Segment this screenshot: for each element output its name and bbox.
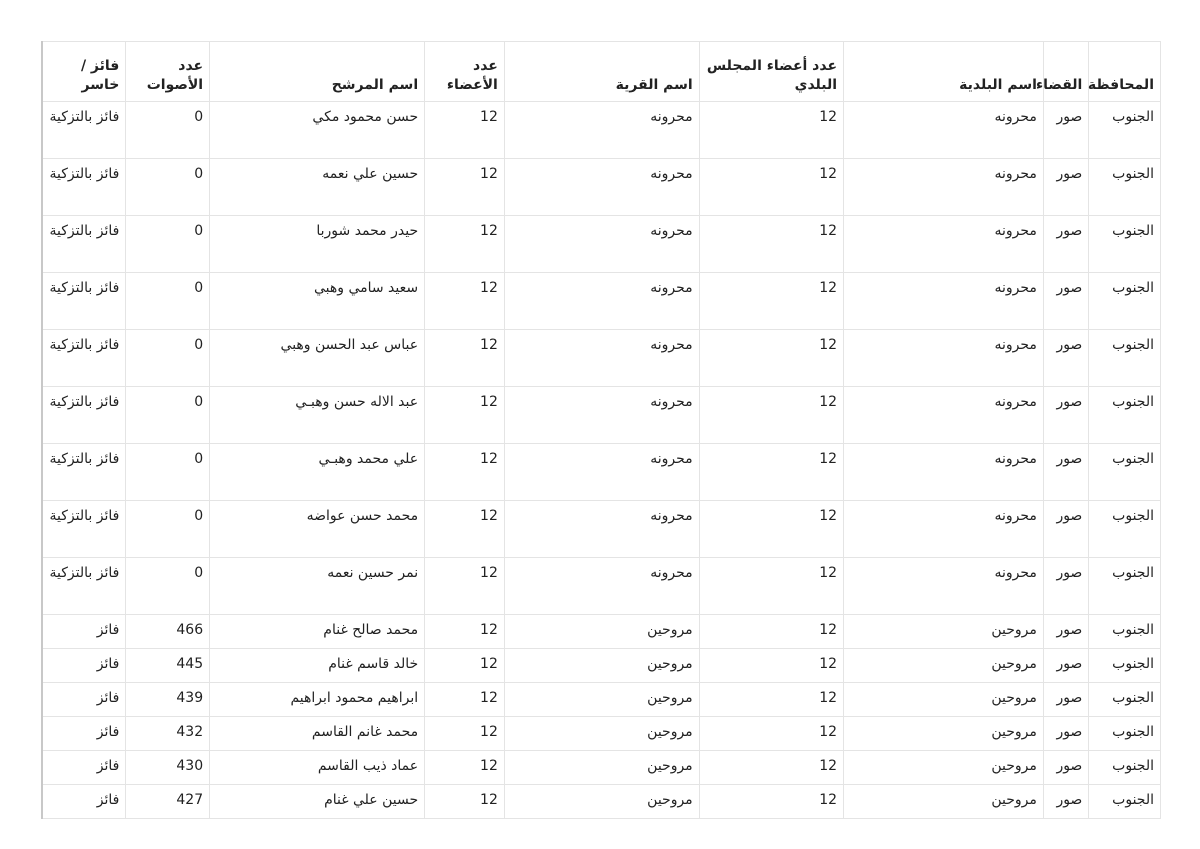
header-members[interactable]: عدد الأعضاء	[425, 42, 505, 102]
cell-district[interactable]: صور	[1043, 785, 1088, 819]
table-row	[42, 387, 1161, 444]
cell-members[interactable]: 12	[425, 444, 505, 501]
cell-members[interactable]: 12	[425, 102, 505, 159]
cell-members[interactable]: 12	[425, 785, 505, 819]
cell-candidate[interactable]: عماد ذيب القاسم	[210, 751, 425, 785]
header-governorate[interactable]: المحافظة	[1089, 42, 1161, 102]
cell-council-members[interactable]: 12	[699, 444, 843, 501]
cell-municipality[interactable]: مروحين	[844, 683, 1044, 717]
cell-result[interactable]: فائز بالتزكية	[42, 501, 126, 558]
cell-candidate[interactable]: محمد حسن عواضه	[210, 501, 425, 558]
cell-governorate[interactable]: الجنوب	[1089, 717, 1161, 751]
cell-district[interactable]: صور	[1043, 159, 1088, 216]
cell-municipality[interactable]: محرونه	[844, 387, 1044, 444]
cell-candidate[interactable]: سعيد سامي وهبي	[210, 273, 425, 330]
cell-members[interactable]: 12	[425, 216, 505, 273]
cell-village[interactable]: مروحين	[504, 785, 699, 819]
cell-village[interactable]: محرونه	[504, 387, 699, 444]
header-candidate[interactable]: اسم المرشح	[210, 42, 425, 102]
cell-village[interactable]: محرونه	[504, 102, 699, 159]
cell-members[interactable]: 12	[425, 273, 505, 330]
cell-governorate[interactable]: الجنوب	[1089, 649, 1161, 683]
cell-votes[interactable]: 445	[126, 649, 210, 683]
cell-village[interactable]: محرونه	[504, 273, 699, 330]
cell-members[interactable]: 12	[425, 717, 505, 751]
cell-council-members[interactable]: 12	[699, 216, 843, 273]
cell-members[interactable]: 12	[425, 751, 505, 785]
cell-members[interactable]: 12	[425, 649, 505, 683]
cell-council-members[interactable]: 12	[699, 717, 843, 751]
table-row	[42, 615, 1161, 649]
table-row	[42, 717, 1161, 751]
cell-result[interactable]: فائز بالتزكية	[42, 444, 126, 501]
header-municipality[interactable]: اسم البلدية	[844, 42, 1044, 102]
cell-village[interactable]: مروحين	[504, 649, 699, 683]
cell-candidate[interactable]: محمد صالح غنام	[210, 615, 425, 649]
cell-council-members[interactable]: 12	[699, 558, 843, 615]
cell-governorate[interactable]: الجنوب	[1089, 501, 1161, 558]
cell-votes[interactable]: 0	[126, 159, 210, 216]
table-row	[42, 216, 1161, 273]
cell-council-members[interactable]: 12	[699, 273, 843, 330]
cell-municipality[interactable]: محرونه	[844, 558, 1044, 615]
cell-result[interactable]: فائز	[42, 683, 126, 717]
table-row	[42, 102, 1161, 159]
cell-result[interactable]: فائز	[42, 751, 126, 785]
table-body	[42, 102, 1161, 819]
cell-district[interactable]: صور	[1043, 683, 1088, 717]
table-row	[42, 683, 1161, 717]
cell-governorate[interactable]: الجنوب	[1089, 387, 1161, 444]
cell-council-members[interactable]: 12	[699, 330, 843, 387]
cell-candidate[interactable]: حسن محمود مكي	[210, 102, 425, 159]
header-council-members[interactable]: عدد أعضاء المجلس البلدي	[699, 42, 843, 102]
cell-village[interactable]: مروحين	[504, 717, 699, 751]
cell-municipality[interactable]: مروحين	[844, 785, 1044, 819]
cell-council-members[interactable]: 12	[699, 159, 843, 216]
cell-district[interactable]: صور	[1043, 717, 1088, 751]
header-village[interactable]: اسم القرية	[504, 42, 699, 102]
table-row	[42, 785, 1161, 819]
cell-votes[interactable]: 432	[126, 717, 210, 751]
cell-council-members[interactable]: 12	[699, 387, 843, 444]
cell-district[interactable]: صور	[1043, 273, 1088, 330]
cell-governorate[interactable]: الجنوب	[1089, 273, 1161, 330]
cell-result[interactable]: فائز بالتزكية	[42, 216, 126, 273]
results-sheet	[41, 41, 1161, 819]
cell-governorate[interactable]: الجنوب	[1089, 330, 1161, 387]
cell-municipality[interactable]: محرونه	[844, 273, 1044, 330]
cell-governorate[interactable]: الجنوب	[1089, 216, 1161, 273]
cell-votes[interactable]: 427	[126, 785, 210, 819]
cell-candidate[interactable]: حيدر محمد شوربا	[210, 216, 425, 273]
cell-governorate[interactable]: الجنوب	[1089, 785, 1161, 819]
cell-municipality[interactable]: محرونه	[844, 330, 1044, 387]
cell-candidate[interactable]: حسين علي نعمه	[210, 159, 425, 216]
cell-result[interactable]: فائز	[42, 615, 126, 649]
cell-village[interactable]: محرونه	[504, 558, 699, 615]
cell-candidate[interactable]: محمد غانم القاسم	[210, 717, 425, 751]
cell-result[interactable]: فائز	[42, 717, 126, 751]
cell-votes[interactable]: 466	[126, 615, 210, 649]
cell-district[interactable]: صور	[1043, 751, 1088, 785]
cell-members[interactable]: 12	[425, 501, 505, 558]
cell-result[interactable]: فائز بالتزكية	[42, 330, 126, 387]
cell-governorate[interactable]: الجنوب	[1089, 102, 1161, 159]
cell-district[interactable]: صور	[1043, 330, 1088, 387]
cell-votes[interactable]: 0	[126, 330, 210, 387]
cell-district[interactable]: صور	[1043, 558, 1088, 615]
cell-result[interactable]: فائز بالتزكية	[42, 558, 126, 615]
cell-members[interactable]: 12	[425, 558, 505, 615]
cell-village[interactable]: محرونه	[504, 330, 699, 387]
cell-result[interactable]: فائز	[42, 649, 126, 683]
cell-result[interactable]: فائز بالتزكية	[42, 387, 126, 444]
cell-village[interactable]: محرونه	[504, 216, 699, 273]
table-row	[42, 273, 1161, 330]
cell-members[interactable]: 12	[425, 159, 505, 216]
cell-village[interactable]: محرونه	[504, 444, 699, 501]
cell-district[interactable]: صور	[1043, 615, 1088, 649]
cell-village[interactable]: مروحين	[504, 683, 699, 717]
cell-district[interactable]: صور	[1043, 649, 1088, 683]
cell-result[interactable]: فائز بالتزكية	[42, 273, 126, 330]
cell-candidate[interactable]: خالد قاسم غنام	[210, 649, 425, 683]
table-row	[42, 444, 1161, 501]
cell-candidate[interactable]: عباس عبد الحسن وهبي	[210, 330, 425, 387]
cell-members[interactable]: 12	[425, 683, 505, 717]
header-district[interactable]: القضاء	[1043, 42, 1088, 102]
cell-council-members[interactable]: 12	[699, 102, 843, 159]
table-row	[42, 330, 1161, 387]
cell-council-members[interactable]: 12	[699, 615, 843, 649]
cell-municipality[interactable]: محرونه	[844, 216, 1044, 273]
table-row	[42, 649, 1161, 683]
header-result[interactable]: فائز / خاسر	[42, 42, 126, 102]
table-row	[42, 159, 1161, 216]
cell-district[interactable]: صور	[1043, 102, 1088, 159]
cell-village[interactable]: مروحين	[504, 751, 699, 785]
cell-result[interactable]: فائز	[42, 785, 126, 819]
cell-municipality[interactable]: مروحين	[844, 649, 1044, 683]
cell-votes[interactable]: 439	[126, 683, 210, 717]
cell-members[interactable]: 12	[425, 615, 505, 649]
cell-council-members[interactable]: 12	[699, 751, 843, 785]
cell-council-members[interactable]: 12	[699, 683, 843, 717]
cell-governorate[interactable]: الجنوب	[1089, 751, 1161, 785]
cell-candidate[interactable]: عبد الاله حسن وهبـي	[210, 387, 425, 444]
cell-candidate[interactable]: علي محمد وهبـي	[210, 444, 425, 501]
header-votes[interactable]: عدد الأصوات	[126, 42, 210, 102]
cell-candidate[interactable]: نمر حسين نعمه	[210, 558, 425, 615]
cell-district[interactable]: صور	[1043, 501, 1088, 558]
header-row	[42, 42, 1161, 102]
cell-governorate[interactable]: الجنوب	[1089, 683, 1161, 717]
cell-candidate[interactable]: ابراهيم محمود ابراهيم	[210, 683, 425, 717]
cell-governorate[interactable]: الجنوب	[1089, 615, 1161, 649]
cell-votes[interactable]: 0	[126, 558, 210, 615]
cell-district[interactable]: صور	[1043, 216, 1088, 273]
cell-village[interactable]: مروحين	[504, 615, 699, 649]
cell-council-members[interactable]: 12	[699, 785, 843, 819]
cell-members[interactable]: 12	[425, 387, 505, 444]
cell-governorate[interactable]: الجنوب	[1089, 444, 1161, 501]
cell-votes[interactable]: 0	[126, 387, 210, 444]
cell-municipality[interactable]: محرونه	[844, 159, 1044, 216]
cell-votes[interactable]: 0	[126, 444, 210, 501]
cell-votes[interactable]: 0	[126, 102, 210, 159]
cell-municipality[interactable]: مروحين	[844, 615, 1044, 649]
cell-municipality[interactable]: محرونه	[844, 102, 1044, 159]
cell-village[interactable]: محرونه	[504, 501, 699, 558]
cell-votes[interactable]: 0	[126, 216, 210, 273]
election-results-table	[41, 41, 1161, 819]
cell-result[interactable]: فائز بالتزكية	[42, 102, 126, 159]
cell-candidate[interactable]: حسين علي غنام	[210, 785, 425, 819]
cell-district[interactable]: صور	[1043, 387, 1088, 444]
cell-municipality[interactable]: مروحين	[844, 717, 1044, 751]
cell-municipality[interactable]: محرونه	[844, 501, 1044, 558]
cell-village[interactable]: محرونه	[504, 159, 699, 216]
cell-council-members[interactable]: 12	[699, 501, 843, 558]
cell-governorate[interactable]: الجنوب	[1089, 558, 1161, 615]
table-row	[42, 558, 1161, 615]
cell-votes[interactable]: 430	[126, 751, 210, 785]
cell-municipality[interactable]: مروحين	[844, 751, 1044, 785]
table-row	[42, 501, 1161, 558]
cell-members[interactable]: 12	[425, 330, 505, 387]
cell-municipality[interactable]: محرونه	[844, 444, 1044, 501]
cell-votes[interactable]: 0	[126, 501, 210, 558]
cell-council-members[interactable]: 12	[699, 649, 843, 683]
cell-result[interactable]: فائز بالتزكية	[42, 159, 126, 216]
cell-votes[interactable]: 0	[126, 273, 210, 330]
cell-district[interactable]: صور	[1043, 444, 1088, 501]
table-row	[42, 751, 1161, 785]
cell-governorate[interactable]: الجنوب	[1089, 159, 1161, 216]
